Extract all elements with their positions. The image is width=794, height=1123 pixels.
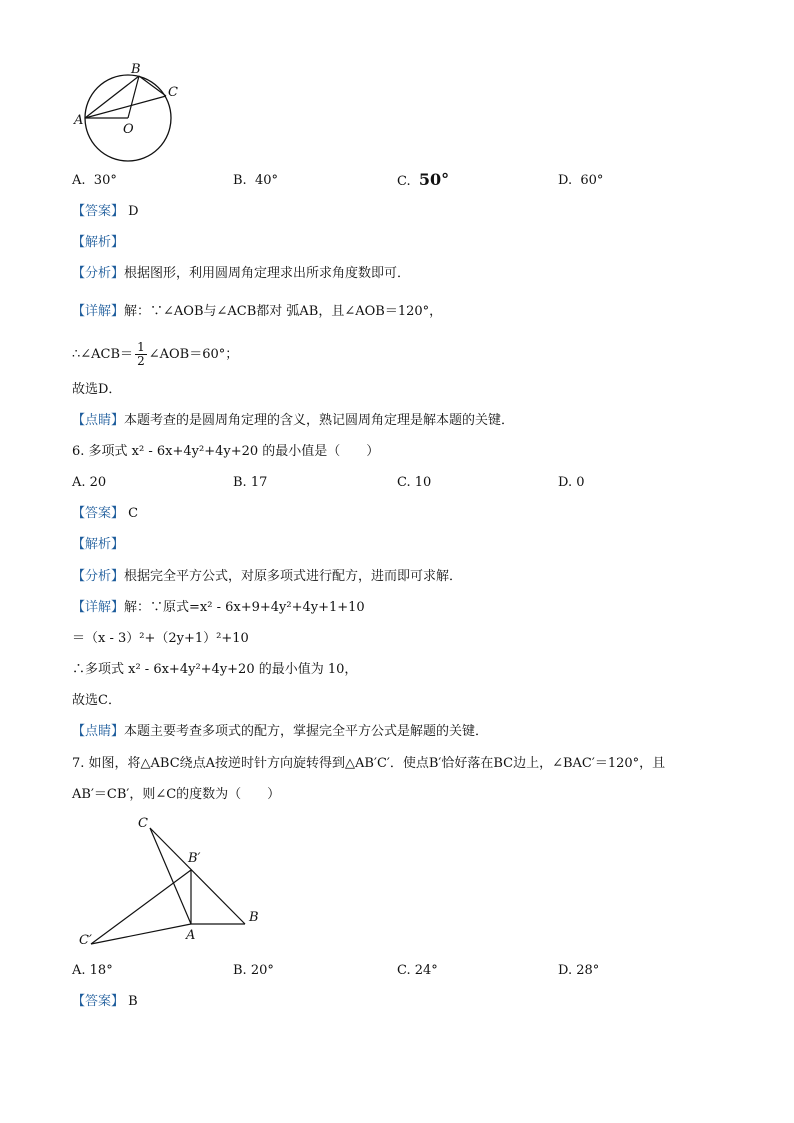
q6-option-b: B. 17: [233, 475, 268, 490]
comment-text: 本题考查的是圆周角定理的含义，熟记圆周角定理是解本题的关键．: [124, 413, 515, 428]
q6-question: 6. 多项式 x² - 6x+4y²+4y+20 的最小值是（ ）: [72, 444, 380, 459]
label-o: O: [123, 122, 134, 137]
answer-value: C: [128, 506, 139, 521]
q7-option-c: C. 24°: [397, 963, 438, 978]
fenxi-tag: 【分析】: [72, 569, 125, 584]
fenxi-text: 根据图形，利用圆周角定理求出所求角度数即可．: [124, 266, 411, 281]
q6-detail-line3: ∴多项式 x² - 6x+4y²+4y+20 的最小值为 10，: [72, 662, 358, 677]
detail-text: 解：∵原式=x² - 6x+9+4y²+4y+1+10: [124, 600, 365, 615]
q6-option-a: A. 20: [72, 475, 107, 490]
q5-option-c-letter: C.: [397, 174, 411, 189]
comment-tag: 【点睛】: [72, 724, 125, 739]
q5-option-d-letter: D.: [558, 173, 573, 188]
q5-analysis-tag: 【解析】: [72, 235, 125, 250]
q7-option-d: D. 28°: [558, 963, 600, 978]
label-b-prime: B′: [188, 851, 201, 866]
label-a: A: [186, 928, 196, 943]
q5-option-c-value: 50°: [418, 170, 450, 189]
answer-tag: 【答案】: [72, 994, 125, 1009]
fraction-num: 1: [137, 340, 145, 354]
answer-tag: 【答案】: [72, 506, 125, 521]
q6-option-d: D. 0: [558, 475, 585, 490]
q5-option-d-value: 60°: [580, 173, 604, 188]
q6-option-c: C. 10: [397, 475, 432, 490]
comment-tag: 【点睛】: [72, 413, 125, 428]
fraction-den: 2: [137, 354, 145, 368]
detail-line2-pre: ∴∠ACB＝: [72, 347, 134, 362]
q6-analysis-tag: 【解析】: [72, 537, 125, 552]
q5-option-b-letter: B.: [233, 173, 247, 188]
segment-cprime-a: [91, 924, 191, 944]
label-c: C: [138, 816, 148, 831]
segment-cb: [150, 828, 245, 924]
fenxi-tag: 【分析】: [72, 266, 125, 281]
detail-line2-post: ∠AOB＝60°；: [148, 347, 239, 362]
label-a: A: [74, 113, 84, 128]
detail-tag: 【详解】: [72, 600, 125, 615]
q5-option-a-letter: A.: [72, 173, 86, 188]
segment-cprime-bprime: [91, 870, 191, 944]
answer-value: B: [128, 994, 138, 1009]
q7-question-line1: 7. 如图，将△ABC绕点A按逆时针方向旋转得到△AB′C′．使点B′恰好落在BC边上，∠BAC′＝120°，且: [72, 756, 666, 771]
label-b: B: [249, 910, 259, 925]
q7-answer: [72, 994, 138, 1010]
segment-ca: [150, 828, 191, 924]
q5-choose: 故选D．: [72, 382, 122, 397]
detail-text: 解：∵∠AOB与∠ACB都对 弧AB，且∠AOB＝120°，: [124, 304, 443, 319]
label-c: C: [168, 85, 178, 100]
q5-option-b-value: 40°: [254, 173, 278, 188]
answer-tag: 【答案】: [72, 204, 125, 219]
comment-text: 本题主要考查多项式的配方，掌握完全平方公式是解题的关键．: [124, 724, 489, 739]
detail-tag: 【详解】: [72, 304, 125, 319]
q6-choose: 故选C．: [72, 693, 121, 708]
label-c-prime: C′: [79, 933, 92, 948]
q6-detail-line2: ＝（x - 3）²+（2y+1）²+10: [72, 631, 249, 646]
q7-question-line2: AB′＝CB′，则∠C的度数为（ ）: [72, 787, 281, 802]
fenxi-text: 根据完全平方公式，对原多项式进行配方，进而即可求解．: [124, 569, 463, 584]
label-b: B: [131, 62, 141, 77]
q7-option-b: B. 20°: [233, 963, 274, 978]
q5-option-a-value: 30°: [93, 173, 117, 188]
q7-option-a: A. 18°: [72, 963, 113, 978]
answer-value: D: [128, 204, 139, 219]
